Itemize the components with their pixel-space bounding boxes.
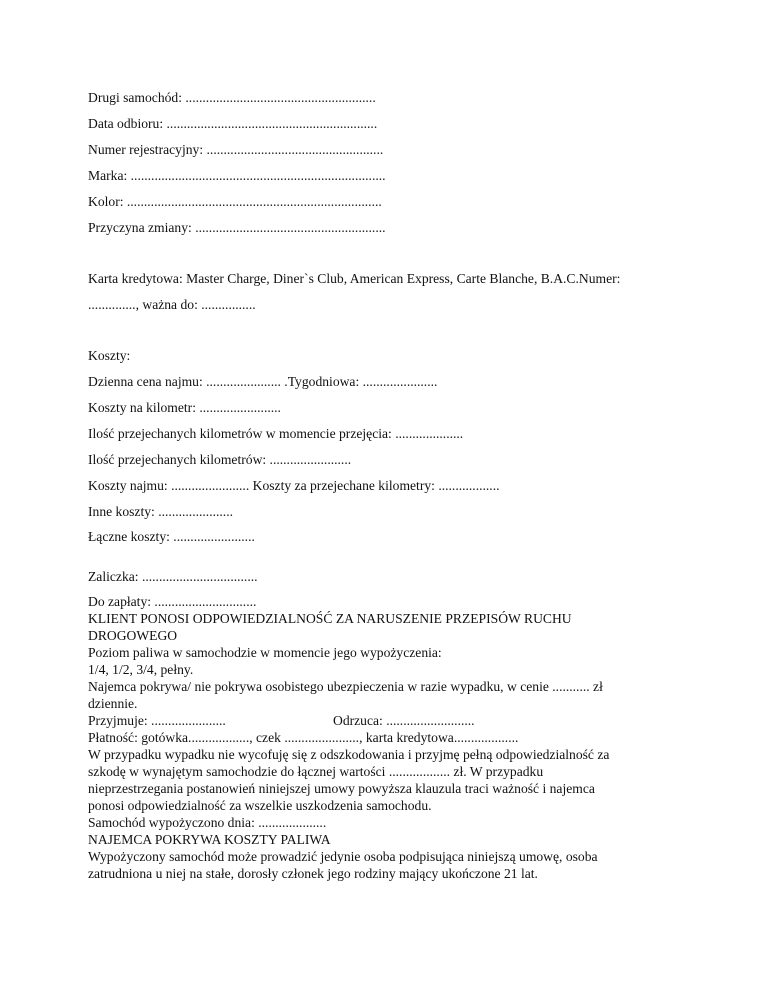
field-make: Marka: ...........................................................................: [88, 168, 386, 183]
fuel-level-line: Poziom paliwa w samochodzie w momencie jego wypożyczenia:: [88, 645, 442, 660]
credit-card-line: Karta kredytowa: Master Charge, Diner`s Club, American Express, Carte Blanche, B.A.C.Numer:: [88, 271, 621, 286]
fuel-costs-heading: NAJEMCA POKRYWA KOSZTY PALIWA: [88, 832, 331, 847]
field-km-driven: Ilość przejechanych kilometrów: ........................: [88, 452, 352, 467]
accept-reject-row: [88, 712, 686, 729]
payment-line: Płatność: gotówka.................., czek ......................, karta kredytowa...................: [88, 730, 519, 745]
field-second-car: Drugi samochód: ........................................................: [88, 90, 376, 105]
accident-line-3: nieprzestrzegania postanowień niniejszej umowy powyższa klauzula traci ważność i najemca: [88, 781, 595, 796]
liability-heading-2: DROGOWEGO: [88, 628, 178, 643]
field-total-costs: Łączne koszty: ........................: [88, 529, 255, 544]
field-color: Kolor: ...........................................................................: [88, 194, 382, 209]
driver-line-2: zatrudniona u niej na stałe, dorosły członek jego rodziny mający ukończone 21 lat.: [88, 866, 538, 881]
accident-line-4: ponosi odpowiedzialność za wszelkie uszkodzenia samochodu.: [88, 798, 432, 813]
field-rented-on: Samochód wypożyczono dnia: ....................: [88, 815, 327, 830]
liability-heading-1: KLIENT PONOSI ODPOWIEDZIALNOŚĆ ZA NARUSZENIE PRZEPISÓW RUCHU: [88, 611, 572, 626]
fuel-options: 1/4, 1/2, 3/4, pełny.: [88, 662, 194, 677]
field-advance: Zaliczka: ..................................: [88, 569, 258, 584]
driver-line-1: Wypożyczony samochód może prowadzić jedynie osoba podpisująca niniejszą umowę, osoba: [88, 849, 598, 864]
field-km-at-pickup: Ilość przejechanych kilometrów w momencie przejęcia: ....................: [88, 426, 464, 441]
field-other-costs: Inne koszty: ......................: [88, 504, 233, 519]
credit-card-valid: .............., ważna do: ................: [88, 297, 256, 312]
accident-line-1: W przypadku wypadku nie wycofuję się z odszkodowania i przyjmę pełną odpowiedzialność za: [88, 747, 610, 762]
field-rental-km-costs: Koszty najmu: ....................... Koszty za przejechane kilometry: ..................: [88, 478, 500, 493]
contract-terms: [88, 593, 686, 882]
field-to-pay: Do zapłaty: ..............................: [88, 594, 257, 609]
field-rejects: Odrzuca: ..........................: [333, 713, 475, 728]
field-pickup-date: Data odbioru: ..............................................................: [88, 116, 378, 131]
accident-line-2: szkodę w wynajętym samochodzie do łącznej wartości .................. zł. W przypadku: [88, 764, 544, 779]
field-daily-weekly-rate: Dzienna cena najmu: ...................... .Tygodniowa: ......................: [88, 374, 438, 389]
field-registration-number: Numer rejestracyjny: ....................................................: [88, 142, 384, 157]
insurance-line-1: Najemca pokrywa/ nie pokrywa osobistego ubezpieczenia w razie wypadku, w cenie ........... zł: [88, 679, 603, 694]
insurance-line-2: dziennie.: [88, 696, 138, 711]
costs-heading: Koszty:: [88, 348, 131, 363]
field-accepts: Przyjmuje: ......................: [88, 713, 226, 728]
field-change-reason: Przyczyna zmiany: ........................................................: [88, 220, 386, 235]
field-cost-per-km: Koszty na kilometr: ........................: [88, 400, 281, 415]
